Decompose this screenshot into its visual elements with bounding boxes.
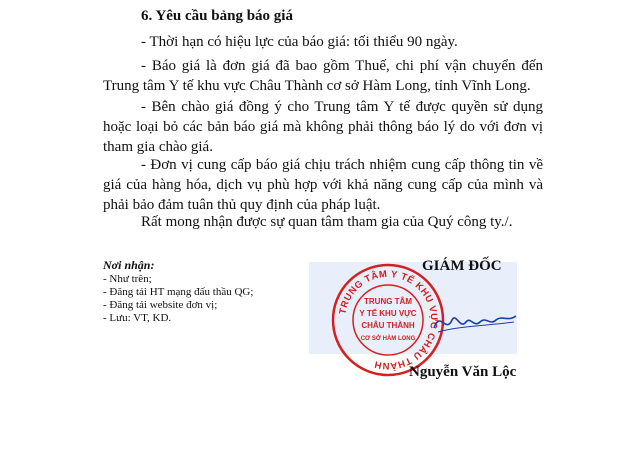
official-seal-icon <box>330 262 446 378</box>
handwritten-signature-icon <box>430 300 520 340</box>
signer-position: GIÁM ĐỐC <box>422 258 502 274</box>
seal-center-line: CƠ SỞ HÀM LONG <box>360 336 416 342</box>
recipient-item: - Lưu: VT, KD. <box>103 312 172 324</box>
recipient-item: - Như trên; <box>103 273 152 285</box>
recipient-item: - Đăng tải website đơn vị; <box>103 299 218 311</box>
paragraph-responsibility: - Đơn vị cung cấp báo giá chịu trách nhiệm cung cấp thông tin về giá của hàng hóa, dịch vụ phù hợp với khả năng cung cấp của mình và phải bảo đảm tuân thủ quy định của pháp luật. <box>103 157 543 213</box>
signer-name: Nguyễn Văn Lộc <box>409 364 517 380</box>
seal-ring-text: TRUNG TÂM Y TẾ KHU VỰC CHÂU THÀNH <box>337 268 440 372</box>
seal-center-line: Y TẾ KHU VỰC <box>359 309 417 318</box>
recipients-block <box>103 259 253 325</box>
paragraph-pricing: - Báo giá là đơn giá đã bao gồm Thuế, chi phí vận chuyển đến Trung tâm Y tế khu vực Châu Thành cơ sở Hàm Long, tỉnh Vĩnh Long. <box>103 58 543 94</box>
recipients-title: Nơi nhận: <box>103 258 155 272</box>
seal-center-line: CHÂU THÀNH <box>361 321 415 330</box>
paragraph-closing: Rất mong nhận được sự quan tâm tham gia của Quý công ty./. <box>141 214 513 230</box>
paragraph-rights: - Bên chào giá đồng ý cho Trung tâm Y tế được quyền sử dụng hoặc loại bỏ các bản báo giá mà không phải thông báo lý do với đơn vị tham gia chào giá. <box>103 99 543 155</box>
recipient-item: - Đăng tải HT mạng đấu thầu QG; <box>103 286 254 298</box>
paragraph-validity: - Thời hạn có hiệu lực của báo giá: tối thiểu 90 ngày. <box>141 34 458 50</box>
section-heading: 6. Yêu cầu bảng báo giá <box>141 8 293 24</box>
seal-center-line: TRUNG TÂM <box>364 297 412 306</box>
